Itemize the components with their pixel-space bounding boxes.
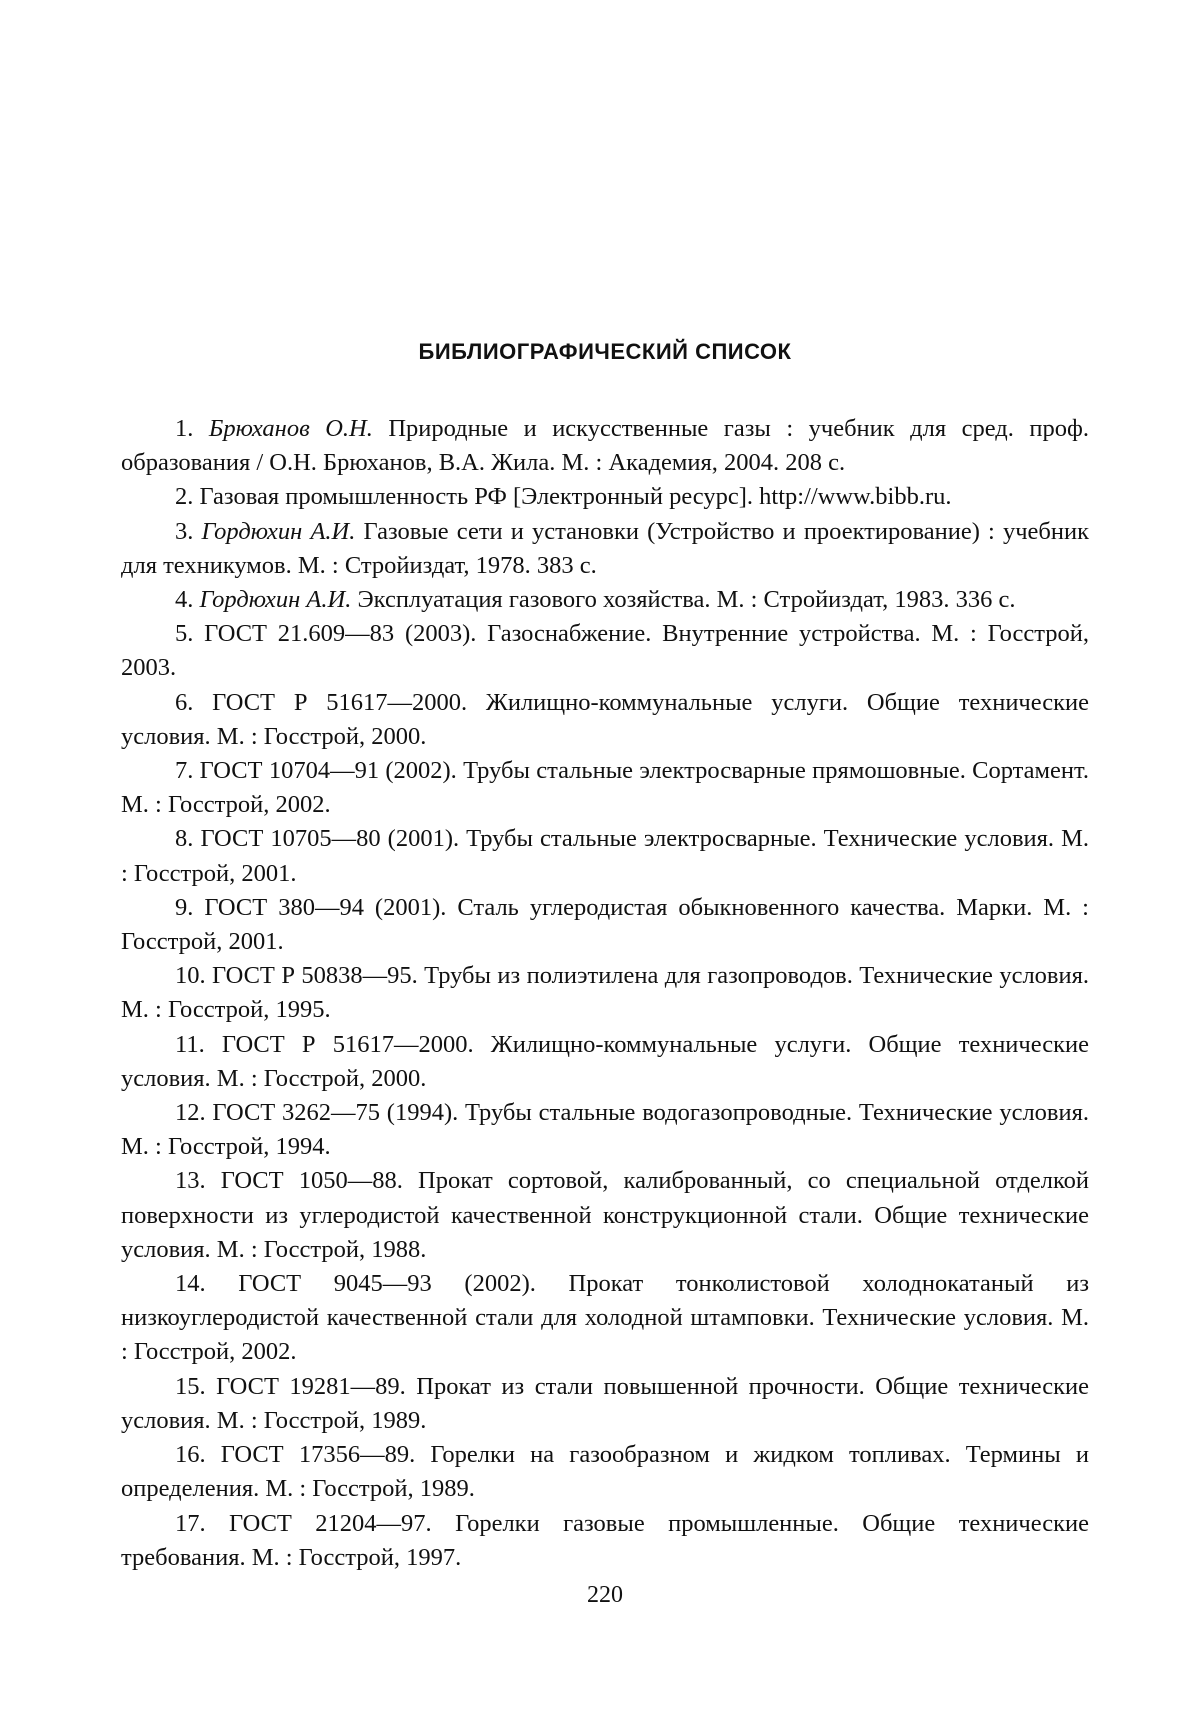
entry-text: ГОСТ 21204—97. Горелки газовые промышленные. Общие технические требования. М. : Госстрой, 1997. xyxy=(121,1509,1089,1571)
entry-text: Газовые сети и установки (Устройство и проектирование) : учебник для техникумов. М. : Стройиздат, 1978. 383 с. xyxy=(121,517,1089,579)
bib-entry-11 xyxy=(121,1028,1089,1096)
entry-text: ГОСТ 9045—93 (2002). Прокат тонколистовой холоднокатаный из низкоуглеродистой качественной стали для холодной штамповки. Технические условия. М. : Госстрой, 2002. xyxy=(121,1270,1090,1366)
document-page xyxy=(121,0,1089,1710)
entry-number: 4. xyxy=(175,586,200,614)
entry-number: 14. xyxy=(175,1270,239,1298)
entry-text: Эксплуатация газового хозяйства. М. : Стройиздат, 1983. 336 с. xyxy=(351,586,1016,614)
bib-entry-17 xyxy=(121,1507,1089,1575)
entry-number: 6. xyxy=(175,688,213,716)
entry-number: 8. xyxy=(175,825,201,853)
entry-number: 11. xyxy=(175,1030,222,1058)
bib-entry-2 xyxy=(121,480,1089,514)
bib-entry-16 xyxy=(121,1438,1089,1506)
entry-text: ГОСТ 19281—89. Прокат из стали повышенной прочности. Общие технические условия. М. : Госстрой, 1989. xyxy=(121,1372,1090,1434)
bib-entry-15 xyxy=(121,1370,1089,1438)
bibliography-list xyxy=(121,412,1089,1575)
entry-number: 9. xyxy=(175,893,205,921)
entry-text: ГОСТ Р 50838—95. Трубы из полиэтилена для газопроводов. Технические условия. М. : Госстрой, 1995. xyxy=(121,962,1089,1024)
entry-author: Брюханов О.Н. xyxy=(208,415,373,442)
bib-entry-1 xyxy=(121,412,1089,480)
entry-text: ГОСТ 1050—88. Прокат сортовой, калиброванный, со специальной отделкой поверхности из углеродистой качественной конструкционной стали. Общие технические условия. М. : Госстрой, 1988. xyxy=(121,1167,1089,1263)
entry-number: 2. xyxy=(175,483,200,511)
bib-entry-4 xyxy=(121,583,1089,617)
entry-text: ГОСТ 21.609—83 (2003). Газоснабжение. Внутренние устройства. М. : Госстрой, 2003. xyxy=(121,620,1089,682)
entry-number: 1. xyxy=(175,415,209,442)
bib-entry-3 xyxy=(121,515,1089,583)
entry-text: ГОСТ 10705—80 (2001). Трубы стальные электросварные. Технические условия. М. : Госстрой, 2001. xyxy=(121,825,1089,887)
entry-author: Гордюхин А.И. xyxy=(201,517,356,545)
page-number: 220 xyxy=(587,1582,623,1608)
bib-entry-7 xyxy=(121,754,1089,822)
bib-entry-10 xyxy=(121,959,1089,1027)
entry-text: ГОСТ Р 51617—2000. Жилищно-коммунальные услуги. Общие технические условия. М. : Госстрой, 2000. xyxy=(121,1030,1089,1092)
bib-entry-12 xyxy=(121,1096,1089,1164)
entry-number: 3. xyxy=(175,517,202,545)
bib-entry-13 xyxy=(121,1164,1089,1267)
entry-number: 16. xyxy=(175,1441,221,1469)
entry-number: 13. xyxy=(175,1167,221,1195)
entry-text: ГОСТ Р 51617—2000. Жилищно-коммунальные услуги. Общие технические условия. М. : Госстрой, 2000. xyxy=(121,688,1089,750)
bib-entry-9 xyxy=(121,891,1089,959)
entry-number: 10. xyxy=(175,962,213,990)
entry-text: ГОСТ 10704—91 (2002). Трубы стальные электросварные прямошовные. Сортамент. М. : Госстрой, 2002. xyxy=(121,757,1089,819)
entry-number: 7. xyxy=(175,757,200,785)
bib-entry-6 xyxy=(121,686,1089,754)
entry-text: ГОСТ 3262—75 (1994). Трубы стальные водогазопроводные. Технические условия. М. : Госстрой, 1994. xyxy=(121,1099,1090,1161)
bib-entry-14 xyxy=(121,1267,1089,1370)
bib-entry-8 xyxy=(121,822,1089,890)
entry-text: ГОСТ 17356—89. Горелки на газообразном и жидком топливах. Термины и определения. М. : Госстрой, 1989. xyxy=(121,1441,1090,1503)
entry-number: 12. xyxy=(175,1099,213,1127)
bib-entry-5 xyxy=(121,617,1089,685)
page-title: БИБЛИОГРАФИЧЕСКИЙ СПИСОК xyxy=(418,339,792,364)
entry-number: 5. xyxy=(175,620,205,648)
entry-text: ГОСТ 380—94 (2001). Сталь углеродистая обыкновенного качества. Марки. М. : Госстрой, 2001. xyxy=(121,893,1089,956)
entry-number: 15. xyxy=(175,1372,217,1400)
entry-text: Газовая промышленность РФ [Электронный ресурс]. http://www.bibb.ru. xyxy=(199,483,952,511)
entry-author: Гордюхин А.И. xyxy=(199,586,352,614)
entry-number: 17. xyxy=(175,1509,230,1537)
entry-text: Природные и искусственные газы : учебник для сред. проф. образования / О.Н. Брюханов, В.А. Жила. М. : Академия, 2004. 208 с. xyxy=(121,415,1089,477)
